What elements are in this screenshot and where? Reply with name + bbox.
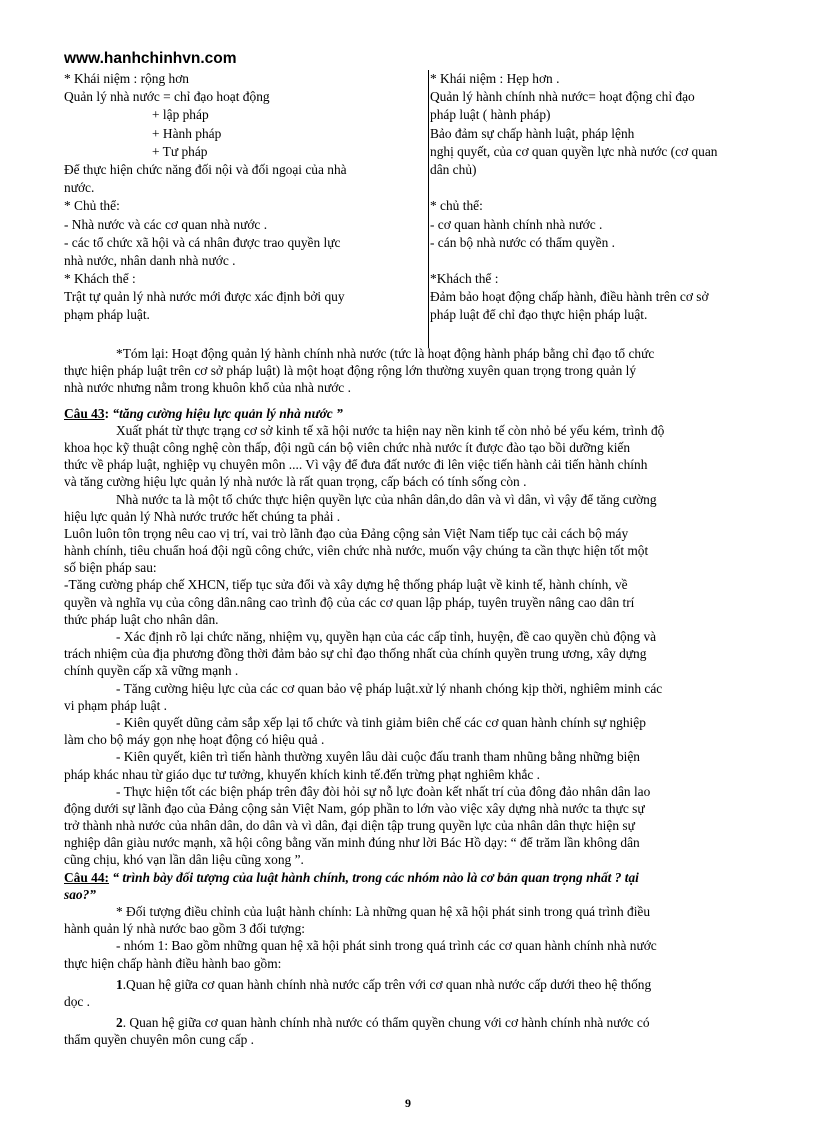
- question-title: “tăng cường hiệu lực quản lý nhà nước ”: [112, 405, 343, 421]
- text-line: dân chủ): [430, 161, 477, 177]
- item-text: . Quan hệ giữa cơ quan hành chính nhà nước có thẩm quyền chung với cơ hành chính nhà nước có: [122, 1015, 650, 1031]
- paragraph-line: dọc .: [64, 993, 91, 1009]
- left-column: [64, 70, 428, 325]
- paragraph-line: và tăng cường hiệu lực quản lý nhà nước là rất quan trọng, cấp bách có tính sống còn .: [64, 474, 527, 490]
- text-line: Quản lý hành chính nhà nước= hoạt động chỉ đạo: [430, 89, 695, 105]
- text-line: pháp luật để chỉ đạo thực hiện pháp luật.: [430, 307, 648, 323]
- comparison-table: [64, 70, 796, 348]
- paragraph-line: hành chính, tiêu chuẩn hoá đội ngũ công chức, viên chức nhà nước, muốn vậy chúng ta cần thực hiện tốt một: [64, 543, 649, 559]
- paragraph-line: số biện pháp sau:: [64, 560, 157, 576]
- paragraph-line: Nhà nước ta là một tổ chức thực hiện quyền lực của nhân dân,do dân và vì dân, vì vậy để tăng cường: [116, 491, 657, 507]
- text-line: Trật tự quản lý nhà nước mới được xác định bởi quy: [64, 289, 345, 305]
- paragraph-line: vi phạm pháp luật .: [64, 697, 168, 713]
- page-number: 9: [405, 1096, 411, 1110]
- text-line: * Khái niệm : rộng hơn: [64, 71, 189, 86]
- text-line: Đảm bảo hoạt động chấp hành, điều hành trên cơ sở: [430, 289, 709, 305]
- text-line: Bảo đảm sự chấp hành luật, pháp lệnh: [430, 125, 635, 141]
- text-line: Quản lý nhà nước = chỉ đạo hoạt động: [64, 89, 270, 105]
- paragraph-line: -Tăng cường pháp chế XHCN, tiếp tục sửa đổi và xây dựng hệ thống pháp luật về kinh tế, hành chính, về: [64, 577, 628, 593]
- question-title-cont: sao?”: [64, 886, 96, 902]
- text-line: *Khách thể :: [430, 271, 499, 287]
- paragraph-line: hành quản lý nhà nước bao gồm 3 đối tượng:: [64, 921, 306, 937]
- paragraph-line: * Đối tượng điều chỉnh của luật hành chính: Là những quan hệ xã hội phát sinh trong quá trình điều: [116, 904, 651, 919]
- summary-line: thực hiện pháp luật trên cơ sở pháp luật) là một hoạt động rộng lớn thường xuyên quan trọng trong quản lý: [64, 363, 637, 379]
- paragraph-line: - Tăng cường hiệu lực của các cơ quan bảo vệ pháp luật.xử lý nhanh chóng kịp thời, nghiêm minh các: [116, 680, 663, 696]
- text-line: nước.: [64, 180, 95, 196]
- text-line: - cán bộ nhà nước có thẩm quyền .: [430, 234, 616, 250]
- question-label: Câu 44:: [64, 869, 110, 885]
- column-divider: [428, 70, 429, 348]
- paragraph-line: động dưới sự lãnh đạo của Đảng cộng sản Việt Nam, góp phần to lớn vào việc xây dựng nhà nước ta thực sự: [64, 800, 645, 816]
- text-line: Để thực hiện chức năng đối nội và đối ngoại của nhà: [64, 161, 347, 177]
- text-line: pháp luật ( hành pháp): [430, 107, 551, 123]
- list-item-1: [64, 976, 796, 993]
- question-label: Câu 43: [64, 405, 105, 421]
- paragraph-line: - Xác định rõ lại chức năng, nhiệm vụ, quyền hạn của các cấp tỉnh, huyện, đề cao quyền chủ động và: [116, 629, 657, 644]
- list-item-2: [64, 1014, 796, 1031]
- text-line: nghị quyết, của cơ quan quyền lực nhà nước (cơ quan: [430, 143, 718, 159]
- paragraph-line: quyền và nghĩa vụ của công dân.nâng cao trình độ của các cơ quan lập pháp, tuyên truyền nâng cao dân trí: [64, 594, 635, 610]
- text-line: - các tổ chức xã hội và cá nhân được trao quyền lực: [64, 234, 341, 250]
- text-line: nhà nước, nhân danh nhà nước .: [64, 252, 236, 268]
- paragraph-line: - Kiên quyết dũng cảm sắp xếp lại tổ chức và tinh giảm biên chế các cơ quan hành chính sự nghiệp: [116, 714, 646, 730]
- paragraph-line: thẩm quyền chuyên môn cung cấp .: [64, 1032, 255, 1048]
- question-43-heading: [64, 405, 796, 422]
- item-text: .Quan hệ giữa cơ quan hành chính nhà nước cấp trên với cơ quan nhà nước cấp dưới theo hệ thống: [122, 976, 652, 992]
- paragraph-line: làm cho bộ máy gọn nhẹ hoạt động có hiệu quả .: [64, 732, 325, 748]
- text-line: [430, 179, 796, 197]
- item-number: 2: [116, 1015, 123, 1031]
- summary-line: nhà nước nhưng nằm trong khuôn khổ của nhà nước .: [64, 380, 351, 396]
- paragraph-line: thực hiện chấp hành điều hành bao gồm:: [64, 955, 282, 971]
- text-line: * Khách thể :: [64, 271, 136, 287]
- text-line: phạm pháp luật.: [64, 307, 150, 323]
- text-line: + lập pháp: [152, 107, 209, 123]
- paragraph-line: thức về pháp luật, nghiệp vụ chuyên môn .... Vì vậy để đưa đất nước đi lên việc tiến hành cải tiến hành chính: [64, 457, 648, 473]
- text-line: * chủ thể:: [430, 198, 483, 214]
- question-colon: :: [104, 405, 113, 421]
- question-title: “ trình bày đối tượng của luật hành chính, trong các nhóm nào là cơ bản quan trọng nhất ? tại: [109, 869, 639, 885]
- question-44-heading: [64, 869, 796, 886]
- text-line: + Hành pháp: [152, 125, 222, 141]
- paragraph-line: Luôn luôn tôn trọng nêu cao vị trí, vai trò lãnh đạo của Đảng cộng sản Việt Nam tiếp tục cải cách bộ máy: [64, 525, 629, 541]
- paragraph-line: nghiệp dân giàu nước mạnh, xã hội công bằng văn minh đúng như lời Bác Hồ dạy: “ để trăm lần không dân: [64, 835, 640, 851]
- body-text: [64, 345, 796, 1049]
- paragraph-line: trách nhiệm của địa phương đồng thời đảm bảo sự chỉ đạo thống nhất của chính quyền trung ương, xây dựng: [64, 646, 647, 662]
- paragraph-line: cũng chịu, khó vạn lần dân liệu cũng xong ”.: [64, 852, 304, 868]
- paragraph-line: chính quyền cấp xã vững mạnh .: [64, 663, 239, 679]
- text-line: - cơ quan hành chính nhà nước .: [430, 216, 603, 232]
- item-number: 1: [116, 976, 123, 992]
- paragraph-line: - Kiên quyết, kiên trì tiến hành thường xuyên lâu dài cuộc đấu tranh tham nhũng bằng những biện: [116, 749, 640, 765]
- paragraph-line: trở thành nhà nước của nhân dân, do dân và vì dân, đại diện tập trung quyền lực của nhân dân thực hiện sự: [64, 818, 635, 834]
- paragraph-line: khoa học kỹ thuật công nghệ còn thấp, đội ngũ cán bộ viên chức nhà nước ít được đào tạo bồi dưỡng kiến: [64, 439, 631, 455]
- text-line: * Khái niệm : Hẹp hơn .: [430, 71, 560, 86]
- paragraph-line: - nhóm 1: Bao gồm những quan hệ xã hội phát sinh trong quá trình các cơ quan hành chính nhà nước: [116, 938, 657, 954]
- paragraph-line: Xuất phát từ thực trạng cơ sở kinh tế xã hội nước ta hiện nay nền kinh tế còn nhỏ bé yếu kém, trình độ: [116, 422, 665, 438]
- summary-line: *Tóm lại: Hoạt động quản lý hành chính nhà nước (tức là hoạt động hành pháp bằng chỉ đạo tổ chức: [116, 346, 655, 361]
- text-line: - Nhà nước và các cơ quan nhà nước .: [64, 216, 268, 232]
- site-url: www.hanhchinhvn.com: [64, 50, 237, 67]
- text-line: * Chủ thể:: [64, 198, 120, 214]
- text-line: [430, 252, 796, 270]
- paragraph-line: pháp khác nhau từ giáo dục tư tưởng, khuyến khích kinh tế.đến trừng phạt nghiêm khắc .: [64, 766, 541, 782]
- right-column: [430, 70, 796, 325]
- text-line: + Tư pháp: [152, 143, 208, 159]
- paragraph-line: - Thực hiện tốt các biện pháp trên đây đòi hỏi sự nỗ lực đoàn kết nhất trí của đông đảo nhân dân lao: [116, 783, 651, 799]
- paragraph-line: hiệu lực quản lý Nhà nước trước hết chúng ta phải .: [64, 508, 341, 524]
- paragraph-line: thức pháp luật cho nhân dân.: [64, 611, 219, 627]
